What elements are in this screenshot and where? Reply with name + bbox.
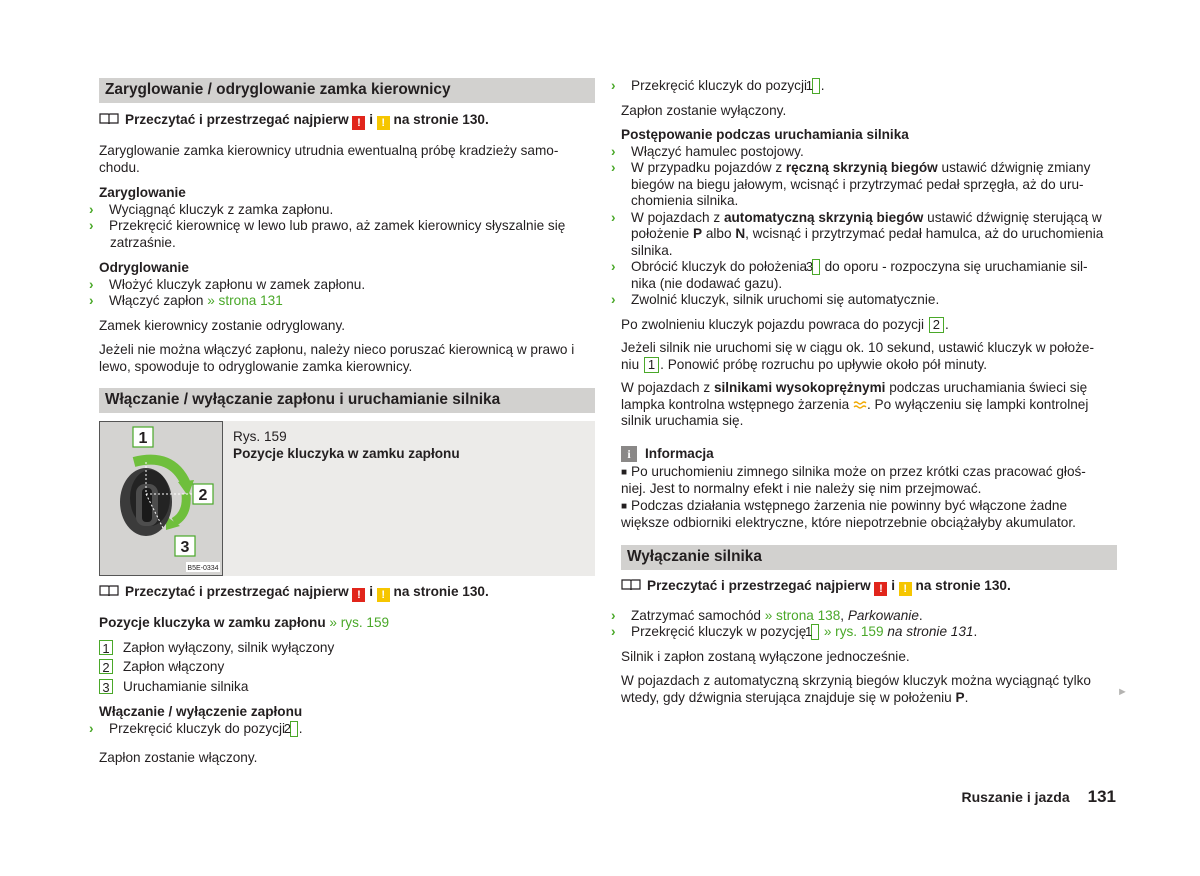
list-item: 2 Zapłon włączony <box>99 657 595 677</box>
warning-red-icon: ! <box>352 116 365 130</box>
return-note: Po zwolnieniu kluczyk pojazdu powraca do pozycji 2 . <box>621 316 949 332</box>
ignition-title: Włączanie / wyłączenie zapłonu <box>99 704 303 719</box>
list-item: › Przekręcić kluczyk do pozycji 1 . <box>611 78 825 93</box>
list-item: › Zwolnić kluczyk, silnik uruchomi się automatycznie. <box>611 292 940 307</box>
read-first-note: Przeczytać i przestrzegać najpierw ! i ! na stronie 130. <box>99 112 595 130</box>
positions-list <box>99 638 595 697</box>
info-list: ■ Po uruchomieniu zimnego silnika może on przez krótki czas pracować głoś- niej. Jest to normalny efekt i nie należy się nim przejmować. ■ Podczas działania wstępnego żarzenia nie powinny być włączone żadne większe odbiorniki elektryczne, które niepotrzebnie obciążałyby akumulator. <box>621 463 1086 530</box>
info-heading: i Informacja <box>621 446 1117 462</box>
engine-off-result: Silnik i zapłon zostaną wyłączone jednocześnie. <box>621 648 910 664</box>
list-item: › Wyciągnąć kluczyk z zamka zapłonu. <box>89 201 334 217</box>
list-item: › W pojazdach z automatyczną skrzynią biegów ustawić dźwignię sterującą w <box>611 209 1102 225</box>
page-footer <box>961 787 1116 807</box>
ignition-lock-illustration <box>99 421 223 576</box>
intro-paragraph: Zaryglowanie zamka kierownicy utrudnia ewentualną próbę kradzieży samo- chodu. <box>99 143 559 175</box>
section-title-ignition: Włączanie / wyłączanie zapłonu i uruchamianie silnika <box>99 388 595 413</box>
read-first-note: Przeczytać i przestrzegać najpierw ! i ! na stronie 130. <box>621 578 1117 596</box>
list-item: › Włożyć kluczyk zapłonu w zamek zapłonu. <box>89 276 366 292</box>
off-result: Zapłon zostanie wyłączony. <box>621 102 787 118</box>
list-item: 3 Uruchamianie silnika <box>99 677 595 697</box>
warning-yellow-icon: ! <box>377 588 390 602</box>
section-title-engine-off: Wyłączanie silnika <box>621 545 1117 570</box>
figure-number-3: 3 <box>180 539 190 556</box>
list-item: › Przekręcić kluczyk do pozycji 2 . <box>89 720 303 736</box>
figure-caption-text: Pozycje kluczyka w zamku zapłonu <box>233 445 460 461</box>
warning-yellow-icon: ! <box>899 582 912 596</box>
page-link[interactable]: » strona 138 <box>764 607 841 623</box>
warning-red-icon: ! <box>352 588 365 602</box>
retry-note: Jeżeli silnik nie uruchomi się w ciągu ok. 10 sekund, ustawić kluczyk w położe- niu 1 . Ponowić próbę rozruchu po upływie około pół minuty. <box>621 340 1094 372</box>
figure-link[interactable]: » rys. 159 <box>823 624 884 639</box>
book-icon <box>99 584 119 597</box>
figure-number-2: 2 <box>198 487 208 504</box>
footer-section: Ruszanie i jazda <box>961 789 1070 805</box>
list-item: › Włączyć zapłon » strona 131 <box>89 293 283 308</box>
unlock-note: Jeżeli nie można włączyć zapłonu, należy nieco poruszać kierownicą w prawo i lewo, spowoduje to odryglowanie zamka kierownicy. <box>99 342 575 374</box>
glow-plug-icon <box>853 400 867 410</box>
list-item: 1 Zapłon wyłączony, silnik wyłączony <box>99 638 595 658</box>
unlock-result: Zamek kierownicy zostanie odryglowany. <box>99 317 346 333</box>
auto-note: W pojazdach z automatyczną skrzynią biegów kluczyk można wyciągnąć tylko wtedy, gdy dźwignia sterująca znajduje się w położeniu P. <box>621 673 1091 705</box>
figure-label: Rys. 159 <box>233 429 287 444</box>
warning-red-icon: ! <box>874 582 887 596</box>
figure-caption <box>223 421 595 576</box>
left-column: Zaryglowanie / odryglowanie zamka kierownicy Przeczytać i przestrzegać najpierw ! i ! na stronie 130. Zaryglowanie zamka kierownicy utrudnia ewentualną próbę kradzieży samo- chodu. Zaryglowanie › Wyciągnąć kluczyk z zamka zapłonu. › Przekręcić kierownicę w lewo lub prawo, aż zamek kierownicy słyszalnie się zatrzaśnie. Odryglowanie › Włożyć kluczyk zapłonu w zamek zapłonu. › Włączyć zapłon » strona 131 Zamek kierownicy zostanie odryglowany. Jeżeli nie można włączyć zapłonu, należy nieco poruszać kierownicą w prawo i lewo, spowoduje to odryglowanie zamka kierownicy. Włączanie / wyłączanie zapłonu i uruchamianie silnika 1 2 3 B5E-0334 Rys. 159 Pozycje kluczyka w zamku zapłonu Przeczytać i przestrzegać najpierw ! i ! na stronie 130. Pozycje kluczyka w zamku zapłonu » rys. 159 1 Zapłon wyłączony, silnik wyłączony 2 Zapłon włączony 3 Uruchamianie silnika Włączanie / wyłączenie zapłonu › Przekręcić kluczyk do pozycji 2 . Zapłon zostanie włączony. <box>99 78 595 767</box>
figure-code: B5E-0334 <box>187 565 219 572</box>
figure-159 <box>99 421 595 576</box>
warning-yellow-icon: ! <box>377 116 390 130</box>
ignition-result: Zapłon zostanie włączony. <box>99 750 258 765</box>
continue-arrow-icon: ► <box>1117 686 1128 698</box>
ignition-key-icon <box>100 422 222 575</box>
right-column: › Przekręcić kluczyk do pozycji 1 . Zapłon zostanie wyłączony. Postępowanie podczas uruchamiania silnika › Włączyć hamulec postojowy. › W przypadku pojazdów z ręczną skrzynią biegów ustawić dźwignię zmiany biegów na biegu jałowym, wcisnąć i przytrzymać pedał sprzęgła, aż do uru- chomienia silnika. › W pojazdach z automatyczną skrzynią biegów ustawić dźwignię sterującą w położenie P albo N, wcisnąć i przytrzymać pedał hamulca, aż do uruchomienia silnika. › Obrócić kluczyk do położenia 3 do oporu - rozpoczyna się uruchamianie sil- nika (nie dodawać gazu). › Zwolnić kluczyk, silnik uruchomi się automatycznie. Po zwolnieniu kluczyk pojazdu powraca do pozycji 2 . Jeżeli silnik nie uruchomi się w ciągu ok. 10 sekund, ustawić kluczyk w położe- niu 1 . Ponowić próbę rozruchu po upływie około pół minuty. W pojazdach z silnikami wysokoprężnymi podczas uruchamiania świeci się lampka kontrolna wstępnego żarzenia . Po wyłączeniu się lampki kontrolnej silnik uruchamia się. i Informacja ■ Po uruchomieniu zimnego silnika może on przez krótki czas pracować głoś- niej. Jest to normalny efekt i nie należy się nim przejmować. ■ Podczas działania wstępnego żarzenia nie powinny być włączone żadne większe odbiorniki elektryczne, które niepotrzebnie obciążałyby akumulator. Wyłączanie silnika Przeczytać i przestrzegać najpierw ! i ! na stronie 130. › Zatrzymać samochód » strona 138, Parkowanie. › Przekręcić kluczyk w pozycję 1 » rys. 159 na stronie 131. Silnik i zapłon zostaną wyłączone jednocześnie. W pojazdach z automatyczną skrzynią biegów kluczyk można wyciągnąć tylko wtedy, gdy dźwignia sterująca znajduje się w położeniu P. <box>621 78 1117 706</box>
lock-title: Zaryglowanie <box>99 185 186 200</box>
positions-title: Pozycje kluczyka w zamku zapłonu » rys. 159 <box>99 615 390 630</box>
list-item: › Przekręcić kluczyk w pozycję 1 » rys. 159 na stronie 131. <box>611 624 978 639</box>
list-item: › Włączyć hamulec postojowy. <box>611 143 804 159</box>
page-link[interactable]: » strona 131 <box>207 293 283 308</box>
list-item: › Obrócić kluczyk do położenia 3 do oporu - rozpoczyna się uruchamianie sil- <box>611 259 1088 274</box>
list-item: › W przypadku pojazdów z ręczną skrzynią biegów ustawić dźwignię zmiany <box>611 160 1091 175</box>
figure-link[interactable]: » rys. 159 <box>329 615 390 630</box>
unlock-title: Odryglowanie <box>99 260 189 275</box>
page-number: 131 <box>1087 787 1116 806</box>
info-icon: i <box>621 446 637 462</box>
list-item: › Przekręcić kierownicę w lewo lub prawo, aż zamek kierownicy słyszalnie się <box>89 218 566 233</box>
read-first-note: Przeczytać i przestrzegać najpierw ! i ! na stronie 130. <box>99 584 595 602</box>
book-icon <box>99 112 119 125</box>
section-title-steering-lock: Zaryglowanie / odryglowanie zamka kierownicy <box>99 78 595 103</box>
start-title: Postępowanie podczas uruchamiania silnika <box>621 127 909 142</box>
figure-number-1: 1 <box>138 430 148 447</box>
diesel-note: W pojazdach z silnikami wysokoprężnymi podczas uruchamiania świeci się lampka kontrolna wstępnego żarzenia . Po wyłączeniu się lampki kontrolnej silnik uruchamia się. <box>621 380 1089 428</box>
list-item: › Zatrzymać samochód » strona 138, Parkowanie. <box>611 607 923 623</box>
book-icon <box>621 578 641 591</box>
